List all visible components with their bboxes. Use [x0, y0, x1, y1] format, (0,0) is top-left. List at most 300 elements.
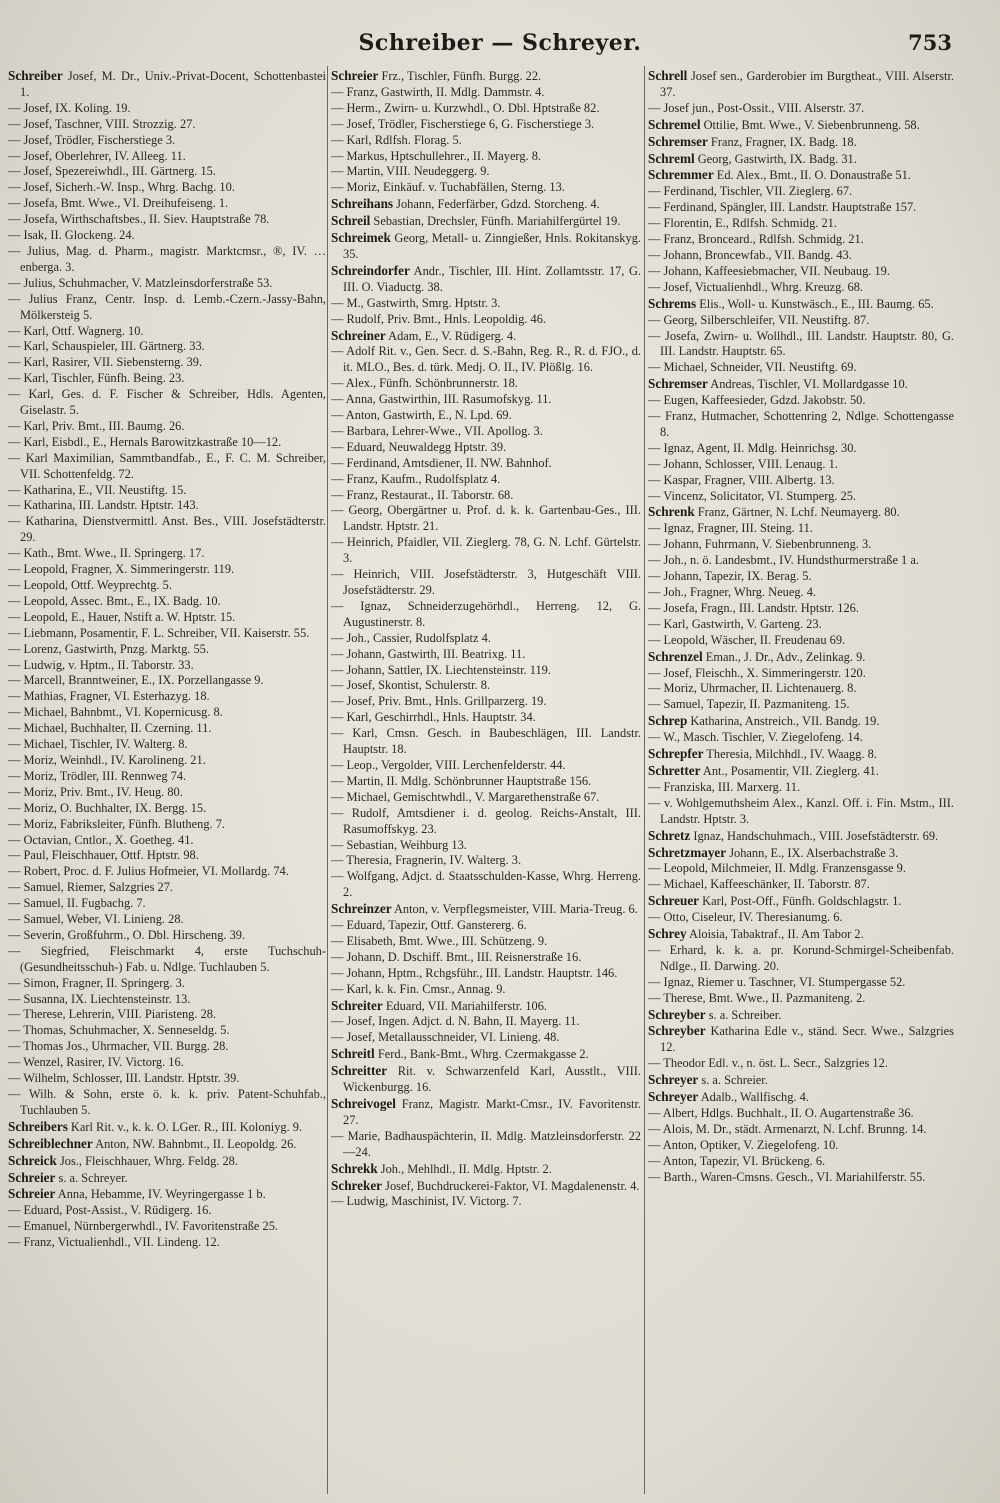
directory-entry [648, 828, 954, 845]
entry-text: — Josefa, Zwirn- u. Wollhdl., III. Landstr. Hauptstr. 80, G. III. Landstr. Hauptstr. 65. [648, 328, 954, 359]
entry-surname: Schrep [648, 713, 688, 729]
entry-text: Georg, Metall- u. Zinngießer, Hnls. Rokitanskyg. 35. [343, 231, 641, 261]
directory-entry [8, 833, 326, 849]
directory-entry [8, 117, 326, 133]
entry-text: — Franz, Restaurat., II. Taborstr. 68. [331, 487, 514, 502]
entry-text: — Josef, Priv. Bmt., Hnls. Grillparzerg. 19. [331, 694, 547, 709]
entry-text: Franz, Gärtner, N. Lchf. Neumayerg. 80. [694, 505, 900, 520]
entry-text: — Moriz, Uhrmacher, II. Lichtenauerg. 8. [648, 681, 857, 696]
directory-entry [331, 599, 641, 631]
entry-text: — Ignaz, Fragner, III. Steing. 11. [648, 521, 813, 536]
directory-entry [331, 503, 641, 535]
entry-text: — Liebmann, Posamentir, F. L. Schreiber, VII. Kaiserstr. 55. [8, 625, 310, 640]
directory-entry [331, 488, 641, 504]
directory-entry [648, 134, 954, 151]
directory-entry [648, 681, 954, 697]
entry-text: — Samuel, Tapezir, II. Pazmaniteng. 15. [648, 697, 850, 712]
directory-entry [648, 409, 954, 441]
directory-entry [331, 790, 641, 806]
entry-text: — Kath., Bmt. Wwe., II. Springerg. 17. [8, 546, 205, 561]
entry-text: — Johann, Hptm., Rchgsführ., III. Landstr. Hauptstr. 146. [331, 965, 618, 980]
directory-entry [8, 68, 326, 101]
entry-text: Ant., Posamentir, VII. Zieglerg. 41. [700, 763, 879, 778]
entry-text: — Moriz, Priv. Bmt., IV. Heug. 80. [8, 784, 183, 799]
entry-surname: Schretz [648, 827, 691, 843]
directory-entry [648, 697, 954, 713]
directory-entry [648, 926, 954, 943]
directory-entry [8, 244, 326, 276]
entry-text: Jos., Fleischhauer, Whrg. Feldg. 28. [56, 1153, 238, 1168]
entry-surname: Schrey [648, 926, 687, 942]
directory-entry [8, 435, 326, 451]
directory-entry [648, 713, 954, 730]
directory-entry [8, 817, 326, 833]
entry-text: — Leopold, Fragner, X. Simmeringerstr. 119. [8, 562, 235, 577]
entry-text: Franz, Magistr. Markt-Cmsr., IV. Favoritenstr. 27. [343, 1097, 641, 1127]
entry-text: Eduard, VII. Mariahilferstr. 106. [382, 998, 548, 1013]
directory-entry [648, 730, 954, 746]
entry-text: — Heinrich, Pfaidler, VII. Zieglerg. 78, G. N. Lchf. Gürtelstr. 3. [331, 535, 641, 566]
entry-text: — Karl, Rdlfsh. Florag. 5. [331, 132, 462, 147]
directory-entry [648, 877, 954, 893]
entry-surname: Schreuer [648, 893, 700, 909]
entry-text: — Johann, Broncewfab., VII. Bandg. 43. [648, 247, 852, 262]
directory-entry [648, 746, 954, 763]
entry-text: Elis., Woll- u. Kunstwäsch., E., III. Baumg. 65. [696, 296, 934, 311]
entry-text: Sebastian, Drechsler, Fünfh. Mariahilfergürtel 19. [370, 214, 621, 229]
entry-text: — Michael, Kaffeeschänker, II. Taborstr. 87. [648, 877, 870, 892]
directory-entry [8, 546, 326, 562]
directory-entry [648, 763, 954, 780]
entry-text: — Alex., Fünfh. Schönbrunnerstr. 18. [331, 376, 518, 391]
directory-entry [648, 200, 954, 216]
entry-text: — Ferdinand, Spängler, III. Landstr. Hauptstraße 157. [648, 200, 917, 215]
entry-text: — Karl, Schauspieler, III. Gärtnerg. 33. [8, 339, 205, 354]
entry-surname: Schreiber [8, 68, 63, 83]
entry-text: — Ignaz, Schneiderzugehörhdl., Herreng. 12, G. Augustinerstr. 8. [331, 598, 641, 629]
entry-text: — Florentin, E., Rdlfsh. Schmidg. 21. [648, 216, 837, 231]
entry-surname: Schreiner [331, 327, 386, 343]
entry-text: — Thomas Jos., Uhrmacher, VII. Burgg. 28. [8, 1039, 229, 1054]
entry-text: — Moriz, O. Buchhalter, IX. Bergg. 15. [8, 800, 207, 815]
entry-text: — Ignaz, Riemer u. Taschner, VI. Stumpergasse 52. [648, 974, 906, 989]
entry-surname: Schretzmayer [648, 844, 727, 860]
directory-entry [331, 149, 641, 165]
directory-entry [648, 264, 954, 280]
directory-entry [331, 567, 641, 599]
directory-entry [331, 663, 641, 679]
entry-text: Karl, Post-Off., Fünfh. Goldschlagstr. 1. [699, 894, 902, 909]
entry-text: — Karl, Gastwirth, V. Garteng. 23. [648, 616, 822, 631]
directory-entry [648, 1072, 954, 1089]
entry-text: Andreas, Tischler, VI. Mollardgasse 10. [707, 377, 908, 392]
entry-text: — Josef, Oberlehrer, IV. Alleeg. 11. [8, 148, 186, 163]
entry-text: — Karl, Priv. Bmt., III. Baumg. 26. [8, 418, 185, 433]
entry-text: — Karl, Ottf. Wagnerg. 10. [8, 323, 144, 338]
entry-surname: Schreier [8, 1186, 56, 1202]
entry-text: — Marcell, Branntweiner, E., IX. Porzellangasse 9. [8, 673, 264, 688]
directory-entry [8, 737, 326, 753]
directory-entry [648, 68, 954, 101]
directory-entry [331, 918, 641, 934]
entry-surname: Schreier [331, 68, 379, 83]
entry-text: s. a. Schreier. [698, 1073, 768, 1088]
entry-surname: Schreyer [648, 1089, 699, 1105]
entry-text: — Anton, Gastwirth, E., N. Lpd. 69. [331, 408, 512, 423]
entry-text: — Josef, Ingen. Adjct. d. N. Bahn, II. Mayerg. 11. [331, 1014, 580, 1029]
directory-entry [648, 1007, 954, 1024]
entry-text: — Josef, Sicherh.-W. Insp., Whrg. Bachg. 10. [8, 180, 235, 195]
directory-entry [8, 976, 326, 992]
entry-surname: Schreker [331, 1177, 383, 1193]
entry-text: — Wolfgang, Adjct. d. Staatsschulden-Kasse, Whrg. Herreng. 2. [331, 869, 641, 900]
directory-entry [8, 1023, 326, 1039]
directory-entry [331, 263, 641, 296]
directory-entry [331, 213, 641, 230]
entry-surname: Schremser [648, 376, 708, 392]
directory-entry [8, 610, 326, 626]
directory-entry [331, 230, 641, 263]
directory-entry [331, 950, 641, 966]
directory-entry [331, 1014, 641, 1030]
entry-text: — Karl, k. k. Fin. Cmsr., Annag. 9. [331, 981, 506, 996]
entry-text: — Rudolf, Amtsdiener i. d. geolog. Reichs-Anstalt, III. Rasumoffskyg. 23. [331, 805, 641, 836]
entry-text: — Kaspar, Fragner, VIII. Albertg. 13. [648, 472, 835, 487]
directory-entry [648, 248, 954, 264]
entry-text: — Karl, Eisbdl., E., Hernals Barowitzkastraße 10—12. [8, 434, 282, 449]
entry-surname: Schrems [648, 295, 697, 311]
directory-entry [648, 617, 954, 633]
directory-entry [331, 376, 641, 392]
entry-text: — Martin, VIII. Neudeggerg. 9. [331, 164, 490, 179]
entry-text: — Michael, Bahnbmt., VI. Kopernicusg. 8. [8, 705, 223, 720]
entry-text: — Josefa, Wirthschaftsbes., II. Siev. Hauptstraße 78. [8, 212, 270, 227]
entry-surname: Schreinzer [331, 901, 392, 917]
entry-text: — Moriz, Fabriksleiter, Fünfh. Blutheng. 7. [8, 816, 226, 831]
entry-text: Anton, NW. Bahnbmt., II. Leopoldg. 26. [92, 1136, 297, 1151]
entry-text: — Karl, Ges. d. F. Fischer & Schreiber, Hdls. Agenten, Giselastr. 5. [8, 387, 326, 418]
directory-entry [8, 164, 326, 180]
directory-entry [648, 796, 954, 828]
directory-entry [648, 376, 954, 393]
entry-text: — Leopold, Assec. Bmt., E., IX. Badg. 10. [8, 593, 221, 608]
entry-text: — Leopold, Wäscher, II. Freudenau 69. [648, 632, 846, 647]
directory-entry [8, 912, 326, 928]
entry-surname: Schreibers [8, 1118, 68, 1134]
directory-entry [648, 991, 954, 1007]
directory-entry [648, 553, 954, 569]
directory-entry [648, 521, 954, 537]
directory-entry [648, 1122, 954, 1138]
directory-entry [8, 228, 326, 244]
entry-text: — Leopold, Ottf. Weyprechtg. 5. [8, 578, 172, 592]
entry-surname: Schreyber [648, 1006, 706, 1022]
entry-text: — Ludwig, v. Hptm., II. Taborstr. 33. [8, 657, 194, 672]
entry-text: — Leop., Vergolder, VIII. Lerchenfelderstr. 44. [331, 757, 566, 772]
entry-text: — Karl Maximilian, Sammtbandfab., E., F. C. M. Schreiber, VII. Schottenfeldg. 72. [8, 450, 326, 481]
entry-text: — Joh., n. ö. Landesbmt., IV. Hundsthurmerstraße 1 a. [648, 553, 919, 568]
directory-entry [648, 473, 954, 489]
entry-text: — Robert, Proc. d. F. Julius Hofmeier, VI. Mollardg. 74. [8, 864, 289, 879]
entry-text: Ed. Alex., Bmt., II. O. Donaustraße 51. [713, 168, 911, 183]
directory-entry [331, 85, 641, 101]
directory-entry [8, 339, 326, 355]
directory-entry [331, 472, 641, 488]
directory-entry [648, 585, 954, 601]
directory-entry [331, 164, 641, 180]
directory-entry [648, 393, 954, 409]
directory-entry [648, 232, 954, 248]
directory-entry [648, 666, 954, 682]
entry-text: — Leopold, Milchmeier, II. Mdlg. Franzensgasse 9. [648, 861, 906, 876]
directory-entry [8, 1186, 326, 1203]
entry-surname: Schreihans [331, 196, 394, 212]
entry-text: — M., Gastwirth, Smrg. Hptstr. 3. [331, 295, 501, 310]
directory-entry [8, 1219, 326, 1235]
entry-text: — Josef, Fleischh., X. Simmeringerstr. 120. [648, 665, 866, 680]
directory-entry [648, 601, 954, 617]
entry-text: Johann, E., IX. Alserbachstraße 3. [726, 845, 899, 860]
directory-entry [8, 992, 326, 1008]
directory-entry [331, 758, 641, 774]
directory-entry [8, 149, 326, 165]
entry-text: — Josefa, Bmt. Wwe., VI. Dreihufeiseng. 1. [8, 196, 229, 211]
directory-entry [648, 1089, 954, 1106]
entry-text: — Josef, Victualienhdl., Whrg. Kreuzg. 68. [648, 279, 864, 294]
entry-text: — Samuel, Riemer, Salzgries 27. [8, 880, 174, 895]
directory-entry [8, 578, 326, 594]
directory-entry [648, 441, 954, 457]
entry-text: — Georg, Obergärtner u. Prof. d. k. k. Gartenbau-Ges., III. Landstr. Hptstr. 21. [331, 503, 641, 534]
entry-text: — Michael, Gemischtwhdl., V. Margarethenstraße 67. [331, 789, 600, 804]
directory-entry [8, 324, 326, 340]
entry-text: s. a. Schreiber. [705, 1007, 782, 1022]
entry-text: — Eduard, Post-Assist., V. Rüdigerg. 16. [8, 1203, 212, 1218]
entry-text: — Markus, Hptschullehrer., II. Mayerg. 8. [331, 148, 542, 163]
entry-text: Johann, Federfärber, Gdzd. Storcheng. 4. [393, 197, 600, 212]
entry-text: — Adolf Rit. v., Gen. Secr. d. S.-Bahn, Reg. R., R. d. FJO., d. it. MLO., Bes. d. türk. Medj. O. II., IV. Plößlg. 16. [331, 344, 641, 375]
directory-entry [331, 296, 641, 312]
directory-entry [648, 504, 954, 521]
directory-entry [648, 1023, 954, 1056]
directory-entry [331, 1129, 641, 1161]
entry-text: — Michael, Schneider, VII. Neustiftg. 69. [648, 360, 857, 375]
entry-text: — v. Wohlgemuthsheim Alex., Kanzl. Off. i. Fin. Mstm., III. Landstr. Hptstr. 3. [648, 795, 954, 826]
entry-text: — Johann, Sattler, IX. Liechtensteinstr. 119. [331, 662, 551, 677]
entry-text: — Julius, Schuhmacher, V. Matzleinsdorferstraße 53. [8, 275, 273, 290]
directory-entry [331, 392, 641, 408]
entry-text: — Franz, Victualienhdl., VII. Lindeng. 12. [8, 1235, 220, 1250]
directory-entry [648, 633, 954, 649]
directory-entry [331, 710, 641, 726]
entry-surname: Schreimek [331, 230, 391, 246]
directory-entry [8, 769, 326, 785]
entry-text: — Ludwig, Maschinist, IV. Victorg. 7. [331, 1194, 522, 1209]
directory-entry [331, 1161, 641, 1178]
directory-entry [331, 678, 641, 694]
entry-text: s. a. Schreyer. [55, 1170, 128, 1185]
directory-entry [331, 806, 641, 838]
directory-entry [648, 569, 954, 585]
directory-entry [8, 944, 326, 976]
directory-entry [8, 483, 326, 499]
directory-entry [8, 673, 326, 689]
directory-entry [8, 101, 326, 117]
directory-entry [8, 355, 326, 371]
entry-text: — Therese, Bmt. Wwe., II. Pazmaniteng. 2. [648, 990, 866, 1005]
directory-entry [648, 1154, 954, 1170]
entry-text: — Erhard, k. k. a. pr. Korund-Schmirgel-Scheibenfab. Ndlge., II. Darwing. 20. [648, 942, 954, 973]
directory-entry [331, 1096, 641, 1129]
entry-text: Theresia, Milchhdl., IV. Waagg. 8. [703, 747, 877, 762]
entry-text: — Josef, Trödler, Fischerstiege 3. [8, 132, 176, 147]
entry-text: — Josefa, Fragn., III. Landstr. Hptstr. 126. [648, 600, 859, 615]
directory-entry [648, 649, 954, 666]
entry-text: — Karl, Cmsn. Gesch. in Baubeschlägen, III. Landstr. Hauptstr. 18. [331, 726, 641, 757]
entry-text: — Josef, Taschner, VIII. Strozzig. 27. [8, 116, 196, 131]
entry-surname: Schreindorfer [331, 262, 410, 278]
entry-text: — Johann, Schlosser, VIII. Lenaug. 1. [648, 456, 838, 471]
entry-text: — Josef, Skontist, Schulerstr. 8. [331, 678, 491, 693]
entry-text: — Franz, Hutmacher, Schottenring 2, Ndlge. Schottengasse 8. [648, 409, 954, 439]
entry-surname: Schreivogel [331, 1096, 396, 1111]
entry-text: — Samuel, Weber, VI. Linieng. 28. [8, 912, 184, 927]
entry-text: — Michael, Tischler, IV. Walterg. 8. [8, 737, 188, 752]
entry-text: Josef, M. Dr., Univ.-Privat-Docent, Schottenbastei 1. [20, 69, 326, 99]
entry-text: — Heinrich, VIII. Josefstädterstr. 3, Hutgeschäft VIII. Josefstädterstr. 29. [331, 567, 641, 597]
directory-entry [648, 117, 954, 134]
entry-text: — Wilh. & Sohn, erste ö. k. k. priv. Patent-Schuhfab., Tuchlauben 5. [8, 1087, 326, 1117]
entry-text: — Anton, Tapezir, VI. Brückeng. 6. [648, 1153, 826, 1168]
directory-entry [648, 489, 954, 505]
entry-text: — Josef, Trödler, Fischerstiege 6, G. Fischerstiege 3. [331, 116, 595, 131]
directory-entry [8, 180, 326, 196]
directory-entry [331, 408, 641, 424]
directory-entry [331, 68, 641, 85]
entry-text: — Samuel, II. Fugbachg. 7. [8, 896, 146, 911]
directory-entry [8, 753, 326, 769]
directory-entry [331, 117, 641, 133]
entry-text: Karl Rit. v., k. k. O. LGer. R., III. Koloniyg. 9. [67, 1119, 303, 1134]
column-divider [644, 66, 645, 1494]
directory-column-1 [8, 68, 326, 1498]
directory-entry [8, 451, 326, 483]
entry-text: — Alois, M. Dr., städt. Armenarzt, N. Lchf. Brunng. 14. [648, 1121, 927, 1136]
entry-text: — Eduard, Neuwaldegg Hptstr. 39. [331, 439, 507, 454]
entry-text: — Katharina, E., VII. Neustiftg. 15. [8, 482, 187, 497]
directory-entry [8, 1039, 326, 1055]
entry-surname: Schremel [648, 116, 701, 132]
directory-entry [331, 726, 641, 758]
entry-text: — Albert, Hdlgs. Buchhalt., II. O. Augartenstraße 36. [648, 1106, 914, 1120]
directory-entry [648, 845, 954, 862]
entry-text: — Elisabeth, Bmt. Wwe., III. Schützeng. 9. [331, 933, 548, 948]
entry-text: — Paul, Fleischhauer, Ottf. Hptstr. 98. [8, 848, 199, 863]
directory-entry [331, 1063, 641, 1096]
entry-text: — Herm., Zwirn- u. Kurzwhdl., O. Dbl. Hptstraße 82. [331, 100, 600, 115]
entry-text: — Katharina, Dienstvermittl. Anst. Bes., VIII. Josefstädterstr. 29. [8, 514, 326, 545]
column-divider [327, 66, 328, 1494]
directory-entry [331, 180, 641, 196]
directory-entry [648, 1138, 954, 1154]
directory-column-3 [648, 68, 954, 1498]
directory-entry [648, 910, 954, 926]
entry-surname: Schrell [648, 68, 688, 83]
directory-entry [8, 1119, 326, 1136]
directory-entry [8, 1071, 326, 1087]
directory-entry [648, 1056, 954, 1072]
directory-entry [648, 457, 954, 473]
entry-text: — Moriz, Trödler, III. Rennweg 74. [8, 768, 187, 783]
entry-text: — Therese, Lehrerin, VIII. Piaristeng. 28. [8, 1007, 217, 1022]
directory-entry [8, 514, 326, 546]
directory-entry [331, 312, 641, 328]
entry-surname: Schremmer [648, 167, 714, 183]
directory-entry [648, 216, 954, 232]
entry-text: Joh., Mehlhdl., II. Mdlg. Hptstr. 2. [377, 1161, 552, 1176]
directory-entry [331, 424, 641, 440]
directory-entry [8, 1153, 326, 1170]
entry-text: — Joh., Cassier, Rudolfsplatz 4. [331, 630, 491, 645]
entry-text: Ignaz, Handschuhmach., VIII. Josefstädterstr. 69. [690, 828, 939, 843]
entry-text: — Franz, Kaufm., Rudolfsplatz 4. [331, 471, 501, 486]
directory-entry [648, 943, 954, 975]
directory-entry [8, 705, 326, 721]
entry-text: — Johann, Kaffeesiebmacher, VII. Neubaug. 19. [648, 263, 890, 278]
entry-text: — Susanna, IX. Liechtensteinstr. 13. [8, 991, 191, 1006]
directory-entry [8, 658, 326, 674]
directory-entry [648, 296, 954, 313]
entry-text: — Simon, Fragner, II. Springerg. 3. [8, 975, 185, 990]
entry-text: — Josef jun., Post-Ossit., VIII. Alserstr. 37. [648, 100, 865, 115]
entry-text: — Eduard, Tapezir, Ottf. Ganstererg. 6. [331, 918, 527, 933]
entry-surname: Schreitl [331, 1046, 375, 1062]
entry-surname: Schrenzel [648, 648, 703, 664]
directory-entry [8, 785, 326, 801]
entry-text: Andr., Tischler, III. Hint. Zollamtsstr. 17, G. III. O. Viaductg. 38. [343, 263, 641, 294]
directory-entry [8, 594, 326, 610]
directory-entry [331, 535, 641, 567]
entry-text: Aloisia, Tabaktraf., II. Am Tabor 2. [686, 927, 864, 942]
directory-entry [331, 647, 641, 663]
page-number: 753 [908, 30, 952, 55]
entry-text: — Theresia, Fragnerin, IV. Walterg. 3. [331, 853, 522, 868]
directory-entry [648, 537, 954, 553]
entry-text: — Franz, Bronceard., Rdlfsh. Schmidg. 21. [648, 232, 864, 247]
directory-entry [8, 1136, 326, 1153]
entry-text: — Josef, Metallausschneider, VI. Linieng. 48. [331, 1030, 560, 1045]
entry-text: — Georg, Silberschleifer, VII. Neustiftg. 87. [648, 312, 870, 327]
directory-entry [648, 893, 954, 910]
page-header [0, 30, 1000, 64]
entry-surname: Schreyber [648, 1023, 706, 1039]
entry-surname: Schreyer [648, 1072, 699, 1088]
entry-text: — Mathias, Fragner, VI. Esterhazyg. 18. [8, 689, 210, 704]
directory-entry [8, 1203, 326, 1219]
directory-entry [331, 440, 641, 456]
entry-text: — Anton, Optiker, V. Ziegelofeng. 10. [648, 1137, 839, 1152]
entry-text: — Ferdinand, Amtsdiener, II. NW. Bahnhof. [331, 455, 552, 470]
directory-entry [8, 292, 326, 324]
entry-text: — W., Masch. Tischler, V. Ziegelofeng. 14. [648, 730, 863, 745]
entry-text: — Vincenz, Solicitator, VI. Stumperg. 25. [648, 488, 857, 503]
entry-text: — Eugen, Kaffeesieder, Gdzd. Jakobstr. 50. [648, 393, 866, 408]
directory-entry [8, 1055, 326, 1071]
directory-entry [648, 151, 954, 168]
directory-entry [331, 694, 641, 710]
entry-text: — Johann, Fuhrmann, V. Siebenbrunneng. 3. [648, 537, 872, 552]
entry-text: — Barbara, Lehrer-Wwe., VII. Apollog. 3. [331, 423, 543, 438]
